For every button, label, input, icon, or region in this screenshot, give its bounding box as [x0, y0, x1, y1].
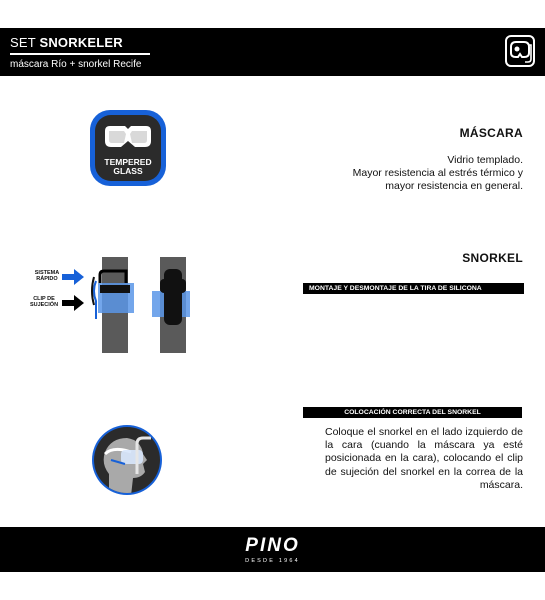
blue-arrow-icon: [62, 268, 86, 286]
snorkel-mask-icon: [505, 35, 535, 67]
mascara-heading: MÁSCARA: [459, 126, 523, 140]
black-arrow-icon: [62, 294, 86, 312]
colocacion-text: Coloque el snorkel en el lado izquierdo de la cara (cuando la máscara ya esté posicionada en la cara), colocando el clip de sujeción del snorkel en la correa de la máscara.: [325, 426, 523, 491]
colocacion-bar: COLOCACIÓN CORRECTA DEL SNORKEL: [303, 407, 522, 418]
sistema-rapido-label: SISTEMA RÁPIDO: [34, 270, 60, 282]
title-underline: [10, 53, 150, 55]
montaje-bar: MONTAJE Y DESMONTAJE DE LA TIRA DE SILICONA: [303, 283, 524, 294]
brand-tagline: DESDE 1964: [245, 558, 300, 564]
page-subtitle: máscara Río + snorkel Recife: [10, 59, 142, 70]
strap-clip-illustration: [86, 257, 140, 353]
mascara-description: Vidrio templado. Mayor resistencia al estrés térmico y mayor resistencia en general.: [352, 154, 523, 192]
clip-sujecion-label: CLIP DE SUJECIÓN: [29, 296, 59, 308]
tempered-glass-label: TEMPERED GLASS: [104, 157, 152, 176]
strap-snorkel-illustration: [148, 257, 194, 353]
footer-banner: [0, 527, 545, 572]
snorkel-placement-face-icon: [91, 424, 163, 496]
mask-lens-icon: [95, 119, 161, 159]
header-banner: [0, 28, 545, 76]
brand-logo: PINO: [245, 535, 300, 556]
tempered-glass-badge: [90, 110, 166, 186]
snorkel-heading: SNORKEL: [462, 251, 523, 265]
page-title: SET SNORKELER: [10, 35, 123, 50]
